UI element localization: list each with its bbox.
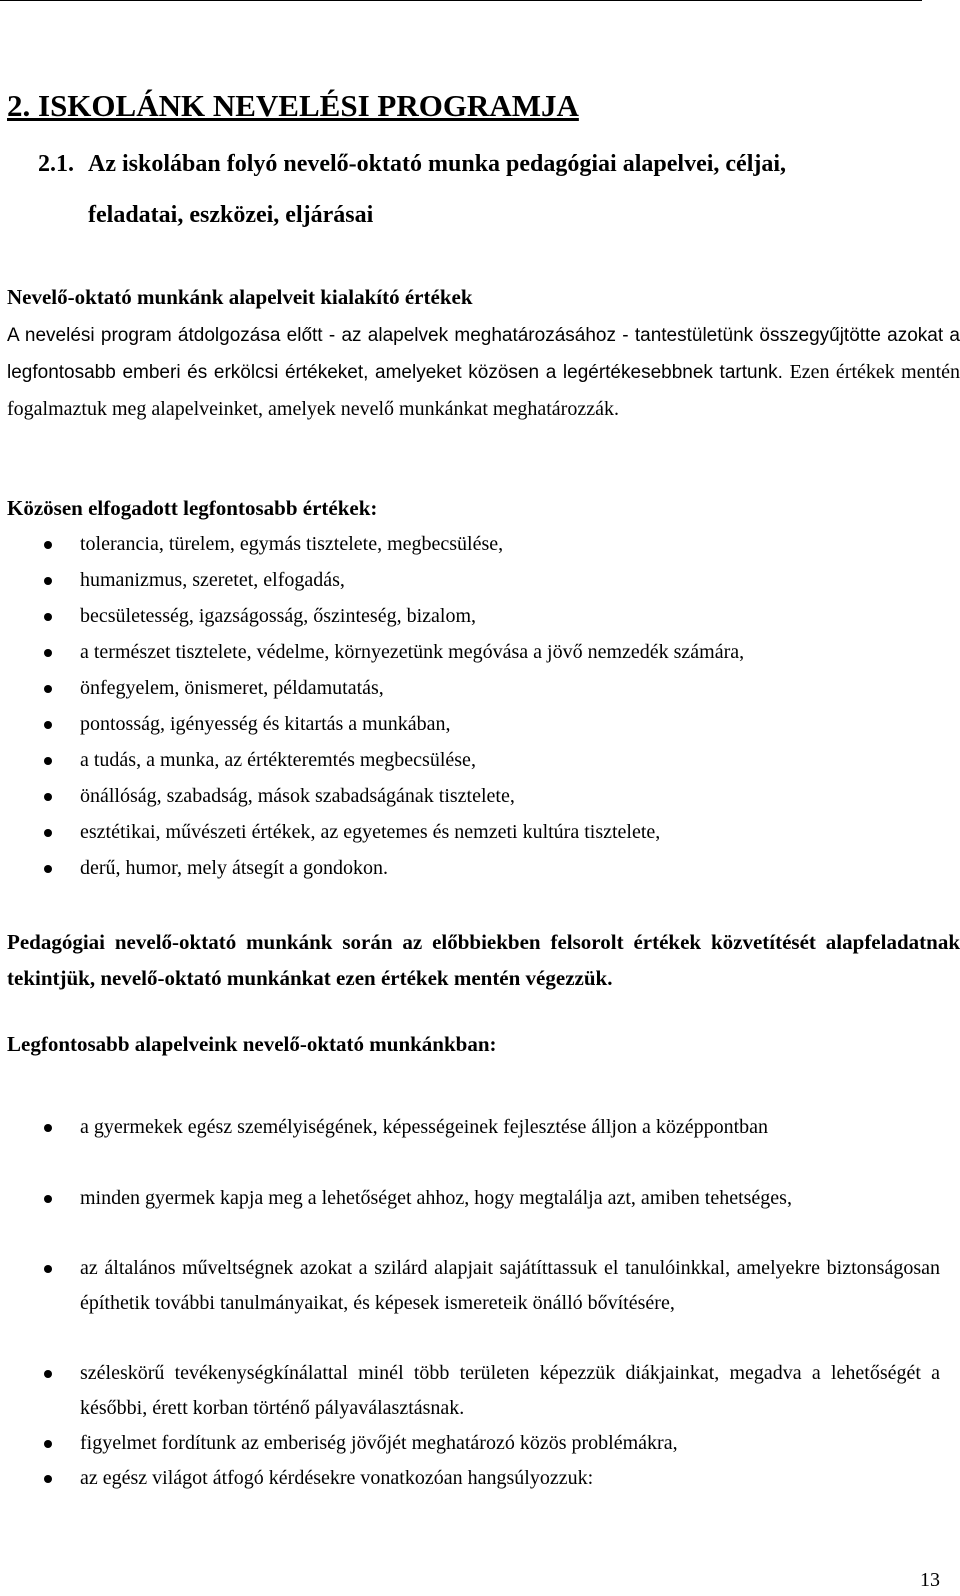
bullet-icon [44, 865, 52, 873]
list-item-text: önállóság, szabadság, mások szabadságának tisztelete, [80, 785, 515, 807]
bullet-icon [44, 793, 52, 801]
page-number: 13 [920, 1569, 940, 1591]
list-item-text: az általános műveltségnek azokat a szilárd alapjait sajátíttassuk el tanulóinkkal, amelyekre biztonságosan építhetik további tanulmányaikat, és képesek ismereteik önálló bővítésére, [80, 1257, 940, 1314]
bullet-icon [44, 1440, 52, 1448]
values-subheading: Nevelő-oktató munkánk alapelveit kialakító értékek [7, 285, 473, 309]
bullet-icon [44, 721, 52, 729]
bullet-icon [44, 613, 52, 621]
bullet-icon [44, 829, 52, 837]
list-item-text: humanizmus, szeretet, elfogadás, [80, 569, 345, 591]
principles-list-title: Legfontosabb alapelveink nevelő-oktató munkánkban: [7, 1032, 497, 1056]
bullet-icon [44, 541, 52, 549]
list-item-text: pontosság, igényesség és kitartás a munkában, [80, 713, 451, 735]
list-item-text: a tudás, a munka, az értékteremtés megbecsülése, [80, 749, 476, 771]
list-item-text: az egész világot átfogó kérdésekre vonatkozóan hangsúlyozzuk: [80, 1467, 594, 1489]
list-item-text: derű, humor, mely átsegít a gondokon. [80, 857, 389, 879]
bullet-icon [44, 1370, 52, 1378]
list-item-text: becsületesség, igazságosság, őszinteség, bizalom, [80, 605, 476, 627]
bullet-icon [44, 1265, 52, 1273]
intro-paragraph [7, 318, 960, 428]
list-item-text: széleskörű tevékenységkínálattal minél több területen képezzük diákjainkat, megadva a lehetőségét a későbbi, érett korban történő pályaválasztásnak. [80, 1362, 940, 1419]
bullet-icon [44, 757, 52, 765]
intro-sans-text: A nevelési program átdolgozása előtt - az alapelvek meghatározásához - tantestületünk összegyűjtötte azokat a legfontosabb emberi és erkölcsi értékeket, amelyeket közösen a legértékesebbnek tartunk. [7, 325, 960, 383]
list-item-text: önfegyelem, önismeret, példamutatás, [80, 677, 384, 699]
list-item-text: a gyermekek egész személyiségének, képességeinek fejlesztése álljon a középpontban [80, 1116, 769, 1138]
list-item-text: esztétikai, művészeti értékek, az egyetemes és nemzeti kultúra tisztelete, [80, 821, 661, 843]
bullet-icon [44, 1195, 52, 1203]
section-heading-line1: Az iskolában folyó nevelő-oktató munka pedagógiai alapelvei, céljai, [88, 151, 787, 177]
section-number: 2.1. [38, 151, 74, 177]
bullet-icon [44, 649, 52, 657]
bullet-icon [44, 1124, 52, 1132]
summary-paragraph: Pedagógiai nevelő-oktató munkánk során az előbbiekben felsorolt értékek közvetítését alapfeladatnak tekintjük, nevelő-oktató munkánkat ezen értékek mentén végezzük. [7, 930, 960, 990]
bullet-icon [44, 685, 52, 693]
section-heading-line2: feladatai, eszközei, eljárásai [88, 202, 374, 228]
list-item-text: a természet tisztelete, védelme, környezetünk megóvása a jövő nemzedék számára, [80, 641, 745, 663]
values-list-title: Közösen elfogadott legfontosabb értékek: [7, 496, 378, 520]
list-item-text: minden gyermek kapja meg a lehetőséget ahhoz, hogy megtalálja azt, amiben tehetséges, [80, 1187, 792, 1209]
bullet-icon [44, 1475, 52, 1483]
list-item-text: figyelmet fordítunk az emberiség jövőjét meghatározó közös problémákra, [80, 1432, 678, 1454]
intro-serif-text: Ezen értékek mentén fogalmaztuk meg alapelveinket, amelyek nevelő munkánkat meghatározzák. [7, 361, 960, 420]
chapter-heading: 2. ISKOLÁNK NEVELÉSI PROGRAMJA [7, 88, 579, 123]
top-rule [0, 0, 922, 1]
list-item-text: tolerancia, türelem, egymás tisztelete, megbecsülése, [80, 533, 504, 555]
bullet-icon [44, 577, 52, 585]
